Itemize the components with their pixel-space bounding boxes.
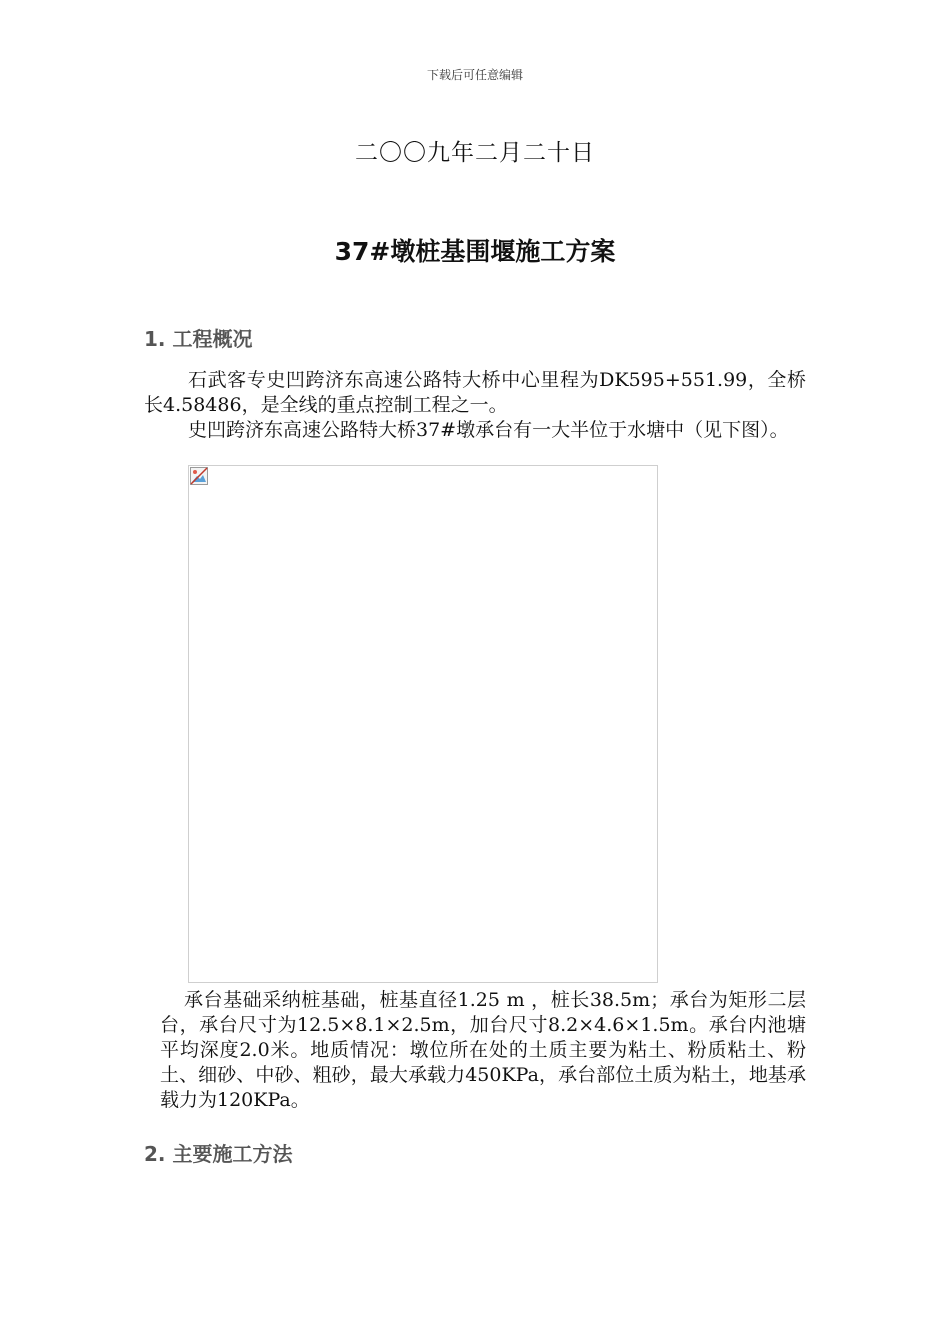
paragraph-foundation-details: 承台基础采纳桩基础，桩基直径1.25 m ，桩长38.5m；承台为矩形二层台，承台尺寸为12.5×8.1×2.5m，加台尺寸8.2×4.6×1.5m。承台内池塘平均深度2.0米。地质情况：墩位所在处的土质主要为粘土、粉质粘土、粉土、细砂、中砂、粗砂，最大承载力450KPa，承台部位土质为粘土，地基承载力为120KPa。 [160,989,806,1111]
paragraph-pier-location: 史凹跨济东高速公路特大桥37#墩承台有一大半位于水塘中（见下图）。 [188,419,789,441]
document-date: 二〇〇九年二月二十日 [355,140,595,166]
document-title: 37#墩桩基围堰施工方案 [334,237,616,266]
paragraph-project-intro: 石武客专史凹跨济东高速公路特大桥中心里程为DK595+551.99，全桥长4.58486，是全线的重点控制工程之一。 [144,369,806,416]
section-heading-overview: 1. 工程概况 [144,327,253,351]
section-heading-methods: 2. 主要施工方法 [144,1142,293,1166]
header-watermark: 下载后可任意编辑 [426,68,523,82]
broken-image-icon [190,467,208,485]
site-figure-placeholder [188,465,658,983]
